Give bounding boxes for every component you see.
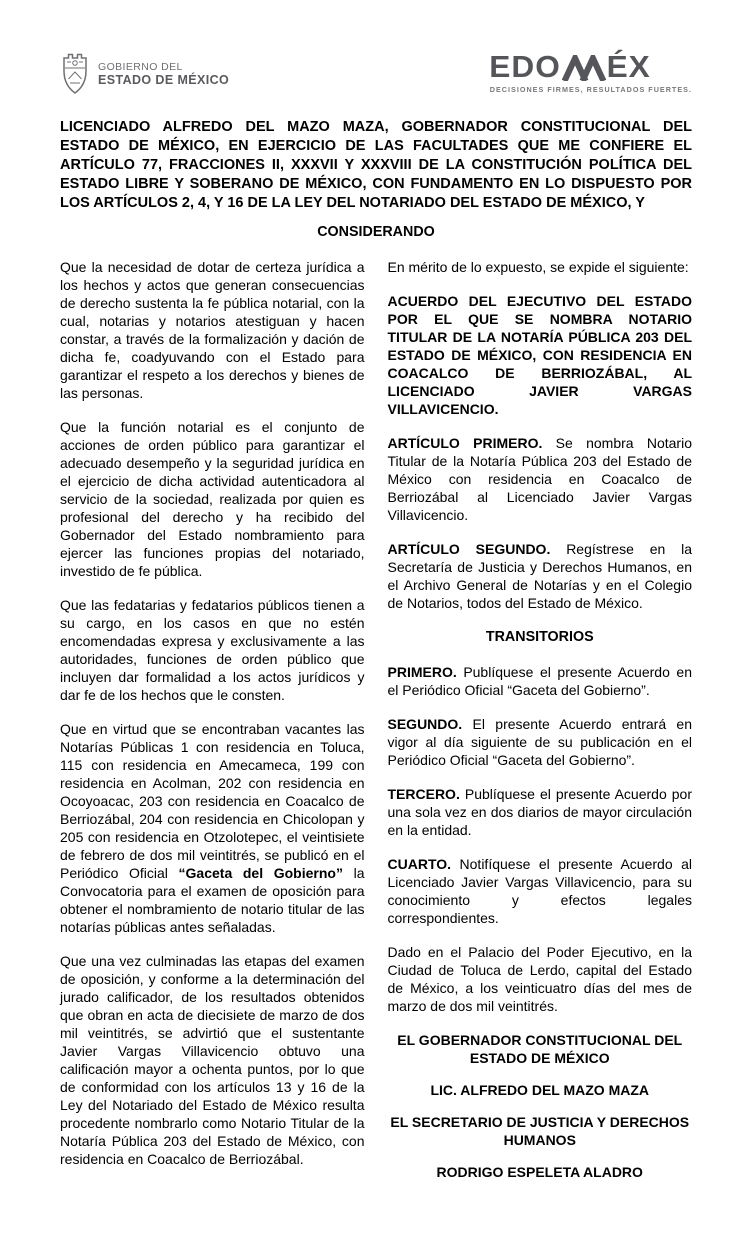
transitorios-heading: TRANSITORIOS (485, 629, 594, 645)
transitorio-primero-text: Publíquese el presente Acuerdo en el Periódico Oficial “Gaceta del Gobierno”. (387, 664, 692, 698)
paragraph-certeza-juridica: Que la necesidad de dotar de certeza jurídica a los hechos y actos que generan consecuencias de derecho sustenta la fe pública notarial, con la cual, notarias y notarios atestiguan y hacen constar, a través de la formalización y dación de dicha fe, coadyuvando con el Estado para garantizar el respeto a los derechos y bienes de las personas. (60, 259, 365, 401)
gobierno-logo-text (98, 61, 229, 87)
two-column-body (60, 258, 692, 1184)
transitorio-primero-label: PRIMERO. (387, 664, 457, 680)
articulo-segundo-label: ARTÍCULO SEGUNDO. (387, 541, 551, 557)
transitorio-tercero (388, 785, 693, 839)
gobierno-logo-line2: ESTADO DE MÉXICO (98, 73, 230, 87)
signature-secretary-title: EL SECRETARIO DE JUSTICIA Y DERECHOS HUMANOS (390, 1114, 690, 1148)
transitorio-tercero-text: Publíquese el presente Acuerdo por una sola vez en dos diarios de mayor circulación en la entidad. (387, 786, 692, 838)
edomex-wordmark-prefix: EDO (489, 49, 561, 84)
header (60, 49, 692, 104)
transitorio-tercero-label: TERCERO. (387, 786, 460, 802)
edomex-tagline: DECISIONES FIRMES, RESULTADOS FUERTES. (489, 85, 692, 94)
transitorio-primero (388, 663, 693, 699)
transitorio-cuarto-label: CUARTO. (387, 856, 452, 872)
articulo-primero-label: ARTÍCULO PRIMERO. (387, 435, 543, 451)
signature-governor-name: LIC. ALFREDO DEL MAZO MAZA (430, 1082, 650, 1098)
transitorio-segundo-label: SEGUNDO. (387, 716, 463, 732)
articulo-segundo-text: Regístrese en la Secretaría de Justicia y Derechos Humanos, en el Archivo General de Notarías y en el Colegio de Notarios, todos del Estado de México. (387, 541, 693, 611)
edomex-wordmark (489, 49, 692, 84)
merito-intro: En mérito de lo expuesto, se expide el siguiente: (387, 259, 689, 275)
closing-paragraph: Dado en el Palacio del Poder Ejecutivo, en la Ciudad de Toluca de Lerdo, capital del Estado de México, a los veinticuatro días del mes de marzo de dos mil veintitrés. (387, 944, 692, 1014)
acuerdo-title: ACUERDO DEL EJECUTIVO DEL ESTADO POR EL QUE SE NOMBRA NOTARIO TITULAR DE LA NOTARÍA PÚBLICA 203 DEL ESTADO DE MÉXICO, CON RESIDENCIA EN COACALCO DE BERRIOZÁBAL, AL LICENCIADO JAVIER VARGAS VILLAVICENCIO. (387, 293, 692, 417)
gaceta-del-gobierno-bold: “Gaceta del Gobierno” (178, 865, 343, 881)
signature-secretary-name: RODRIGO ESPELETA ALADRO (436, 1164, 643, 1180)
paragraph-examen-resultado: Que una vez culminadas las etapas del examen de oposición, y conforme a la determinación del jurado calificador, de los resultados obtenidos que obran en acta de diecisiete de marzo de dos mil veintitrés, se advirtió que el sustentante Javier Vargas Villavicencio obtuvo una calificación mayor a ochenta puntos, por lo que de conformidad con los artículos 13 y 16 de la Ley del Notariado del Estado de México resulta procedente nombrarlo como Notario Titular de la Notaría Pública 203 del Estado de México, con residencia en Coacalco de Berriozábal. (60, 953, 365, 1167)
articulo-primero-text: Se nombra Notario Titular de la Notaría Pública 203 del Estado de México con residencia en Coacalco de Berriozábal al Licenciado Javier Vargas Villavicencio. (387, 435, 692, 523)
articulo-primero (388, 434, 693, 524)
gobierno-logo-line1: GOBIERNO DEL (98, 61, 183, 73)
paragraph-vacantes-post: la Convocatoria para el examen de oposición para obtener el nombramiento de notario titular de las notarías públicas antes señaladas. (60, 865, 365, 935)
articulo-segundo (388, 540, 693, 612)
right-column (388, 258, 693, 1184)
gobierno-estado-mexico-logo (60, 52, 229, 96)
left-column (60, 258, 365, 1184)
edomex-m-peaks-icon (561, 55, 607, 81)
estado-de-mexico-crest-icon (60, 52, 90, 96)
preamble: LICENCIADO ALFREDO DEL MAZO MAZA, GOBERNADOR CONSTITUCIONAL DEL ESTADO DE MÉXICO, EN EJERCICIO DE LAS FACULTADES QUE ME CONFIERE EL ARTÍCULO 77, FRACCIONES II, XXXVII Y XXXVIII DE LA CONSTITUCIÓN POLÍTICA DEL ESTADO LIBRE Y SOBERANO DE MÉXICO, CON FUNDAMENTO EN LO DISPUESTO POR LOS ARTÍCULOS 2, 4, Y 16 DE LA LEY DEL NOTARIADO DEL ESTADO DE MÉXICO, Y (60, 119, 692, 211)
edomex-logo (489, 49, 692, 94)
signature-governor-title: EL GOBERNADOR CONSTITUCIONAL DEL ESTADO DE MÉXICO (397, 1032, 683, 1066)
transitorio-cuarto-text: Notifíquese el presente Acuerdo al Licenciado Javier Vargas Villavicencio, para su conocimiento y efectos legales correspondientes. (387, 856, 692, 926)
paragraph-vacantes (60, 720, 365, 936)
edomex-wordmark-suffix: ÉX (606, 49, 651, 84)
transitorio-cuarto (388, 855, 693, 927)
transitorio-segundo (388, 715, 693, 769)
paragraph-fedatarios: Que las fedatarias y fedatarios públicos tienen a su cargo, en los casos en que no estén encomendadas expresa y exclusivamente a las autoridades, funciones de orden público que incluyen dar formalidad a los actos jurídicos y dar fe de los hechos que le consten. (60, 597, 365, 703)
considerando-heading: CONSIDERANDO (317, 224, 435, 240)
transitorio-segundo-text: El presente Acuerdo entrará en vigor al día siguiente de su publicación en el Periódico Oficial “Gaceta del Gobierno”. (387, 716, 693, 768)
paragraph-funcion-notarial: Que la función notarial es el conjunto de acciones de orden público para garantizar el adecuado desempeño y la seguridad jurídica en el ejercicio de dicha actividad autenticadora al servicio de la sociedad, realizada por quien es profesional del derecho y ha recibido del Gobernador del Estado nombramiento para ejercer las funciones propias del notariado, investido de fe pública. (60, 419, 365, 579)
paragraph-vacantes-pre: Que en virtud que se encontraban vacantes las Notarías Públicas 1 con residencia en Toluca, 115 con residencia en Amecameca, 199 con residencia en Acolman, 202 con residencia en Ocoyoacac, 203 con residencia en Coacalco de Berriozábal, 204 con residencia en Chicolopan y 205 con residencia en Otzolotepec, el veintisiete de febrero de dos mil veintitrés, se publicó en el Periódico Oficial (60, 721, 365, 881)
